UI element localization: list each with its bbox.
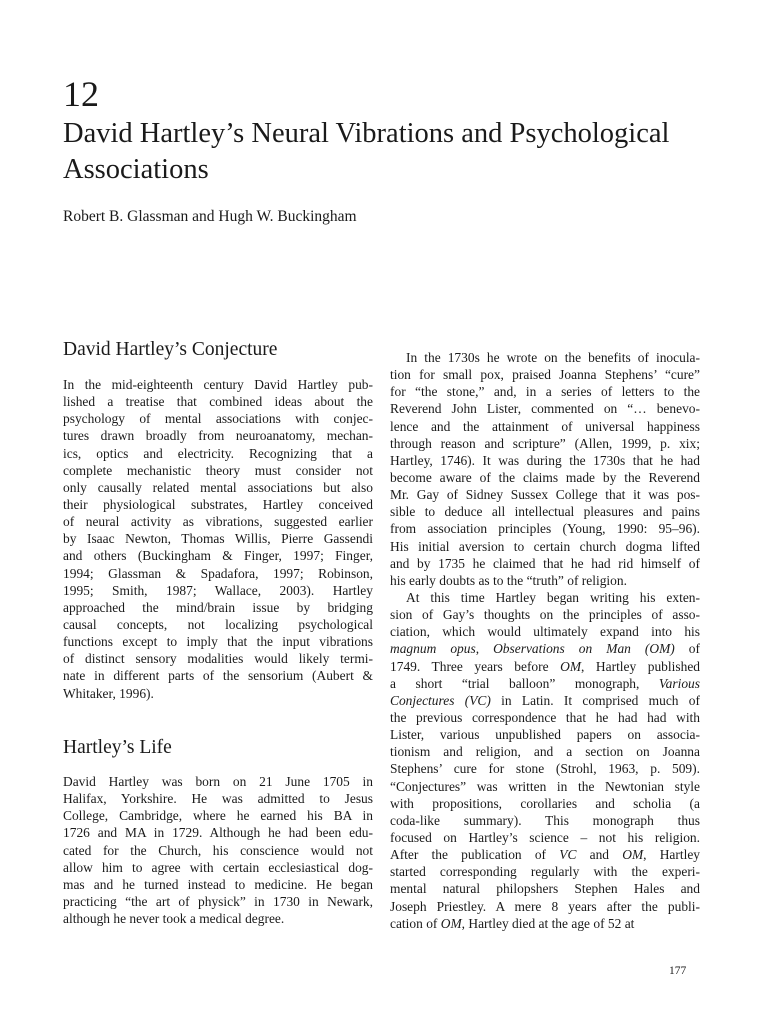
text-line: and others (Buckingham & Finger, 1997; Finger, (63, 548, 373, 564)
text-line: Stephens’ cure for stone (Strohl, 1963, p. 509). (390, 761, 700, 777)
text-line: 1995; Smith, 1987; Wallace, 2003). Hartley (63, 582, 373, 598)
text-line: functions except to imply that the input vibrations (63, 634, 373, 650)
text-line: lence and the attainment of universal happiness (390, 418, 700, 434)
text-line: magnum opus, Observations on Man (OM) of (390, 641, 700, 657)
text-line: psychology of mental associations with conjec- (63, 411, 373, 427)
text-line: tures drawn broadly from neuroanatomy, mechan- (63, 428, 373, 444)
paragraph-life (63, 773, 373, 927)
text-line: only causally related mental associations but also (63, 479, 373, 495)
text-line: by Isaac Newton, Thomas Willis, Pierre Gassendi (63, 531, 373, 547)
text-line: tionism and religion, and a section on Joanna (390, 744, 700, 760)
text-line: mental natural philopshers Stephen Hales and (390, 881, 700, 897)
chapter-authors: Robert B. Glassman and Hugh W. Buckingham (63, 208, 357, 225)
text-line: College, Cambridge, where he earned his BA in (63, 808, 373, 824)
text-line: At this time Hartley began writing his exten- (406, 590, 700, 605)
section-heading-conjecture: David Hartley’s Conjecture (63, 339, 278, 360)
text-line: allow him to agree with certain ecclesiastical dog- (63, 859, 373, 875)
text-line: cation of OM, Hartley died at the age of 52 at (390, 915, 635, 931)
text-line: 1994; Glassman & Spadafora, 1997; Robinson, (63, 565, 373, 581)
text-line: 1726 and MA in 1729. Although he had been edu- (63, 825, 373, 841)
text-line: David Hartley was born on 21 June 1705 in (63, 774, 373, 789)
text-line: of distinct sensory modalities would likely termi- (63, 651, 373, 667)
text-line: through reason and scripture” (Allen, 1999, p. xix; (390, 435, 700, 451)
text-line: their physiological substrates, Hartley conceived (63, 496, 373, 512)
paragraph-right-1 (390, 349, 700, 589)
text-line: of neural activity as vibrations, suggested earlier (63, 514, 373, 530)
text-line: a short “trial balloon” monograph, Various (390, 675, 700, 691)
text-line: from association principles (Young, 1990: 95–96). (390, 521, 700, 537)
text-line: his early doubts as to the “truth” of religion. (390, 572, 627, 588)
text-line: nate in different parts of the sensorium (Aubert & (63, 668, 373, 684)
text-line: sion of Gay’s thoughts on the principles of asso- (390, 607, 700, 623)
paragraph-conjecture (63, 376, 373, 702)
text-line: Halifax, Yorkshire. He was admitted to Jesus (63, 791, 373, 807)
text-line: with propositions, corollaries and scholia (a (390, 795, 700, 811)
paragraph-right-2 (390, 589, 700, 932)
text-line: cated for the Church, his conscience would not (63, 842, 373, 858)
text-line: Joseph Priestley. A mere 8 years after the publi- (390, 898, 700, 914)
text-line: Mr. Gay of Sidney Sussex College that it was pos- (390, 487, 700, 503)
text-line: Lister, various unpublished papers on associa- (390, 727, 700, 743)
text-line: 1749. Three years before OM, Hartley published (390, 658, 700, 674)
text-line: the previous correspondence that he had had with (390, 709, 700, 725)
text-line: focused on Hartley’s science – not his religion. (390, 829, 700, 845)
text-line: approached the mind/brain issue by bridging (63, 599, 373, 615)
text-line: Whitaker, 1996). (63, 685, 154, 701)
text-line: ciation, which would ultimately expand into his (390, 624, 700, 640)
text-line: Conjectures (VC) in Latin. It comprised much of (390, 692, 700, 708)
text-line: become aware of the claims made by the Reverend (390, 469, 700, 485)
text-line: although he never took a medical degree. (63, 911, 285, 927)
text-line: causal concepts, not localizing psychological (63, 616, 373, 632)
text-line: ics, optics and electricity. Recognizing that a (63, 445, 373, 461)
text-line: complete mechanistic theory must consider not (63, 462, 373, 478)
text-line: Reverend John Lister, commented on “… benevo- (390, 401, 700, 417)
text-line: coda-like summary). This monograph thus (390, 812, 700, 828)
text-line: In the mid-eighteenth century David Hartley pub- (63, 377, 373, 392)
text-line: After the publication of VC and OM, Hartley (390, 847, 700, 863)
page-number: 177 (669, 965, 687, 977)
text-line: for “the stone,” and, in a series of letters to the (390, 384, 700, 400)
text-line: and by 1735 he claimed that he had rid himself of (390, 555, 700, 571)
text-line: His initial aversion to certain church dogma lifted (390, 538, 700, 554)
section-heading-life: Hartley’s Life (63, 737, 172, 758)
text-line: In the 1730s he wrote on the benefits of inocula- (406, 350, 700, 365)
text-line: tion for small pox, praised Joanna Stephens’ “cure” (390, 367, 700, 383)
chapter-title: David Hartley’s Neural Vibrations and Psychological Associations (63, 118, 670, 185)
chapter-number: 12 (63, 74, 99, 114)
text-line: started corresponding regularly with the experi- (390, 864, 700, 880)
text-line: “Conjectures” was written in the Newtonian style (390, 778, 700, 794)
text-line: Hartley, 1746). It was during the 1730s that he had (390, 452, 700, 468)
text-line: lished a treatise that combined ideas about the (63, 394, 373, 410)
text-line: mas and he turned instead to medicine. He began (63, 876, 373, 892)
text-line: sible to deduce all intellectual pleasures and pains (390, 504, 700, 520)
text-line: practicing “the art of physick” in 1730 in Newark, (63, 893, 373, 909)
